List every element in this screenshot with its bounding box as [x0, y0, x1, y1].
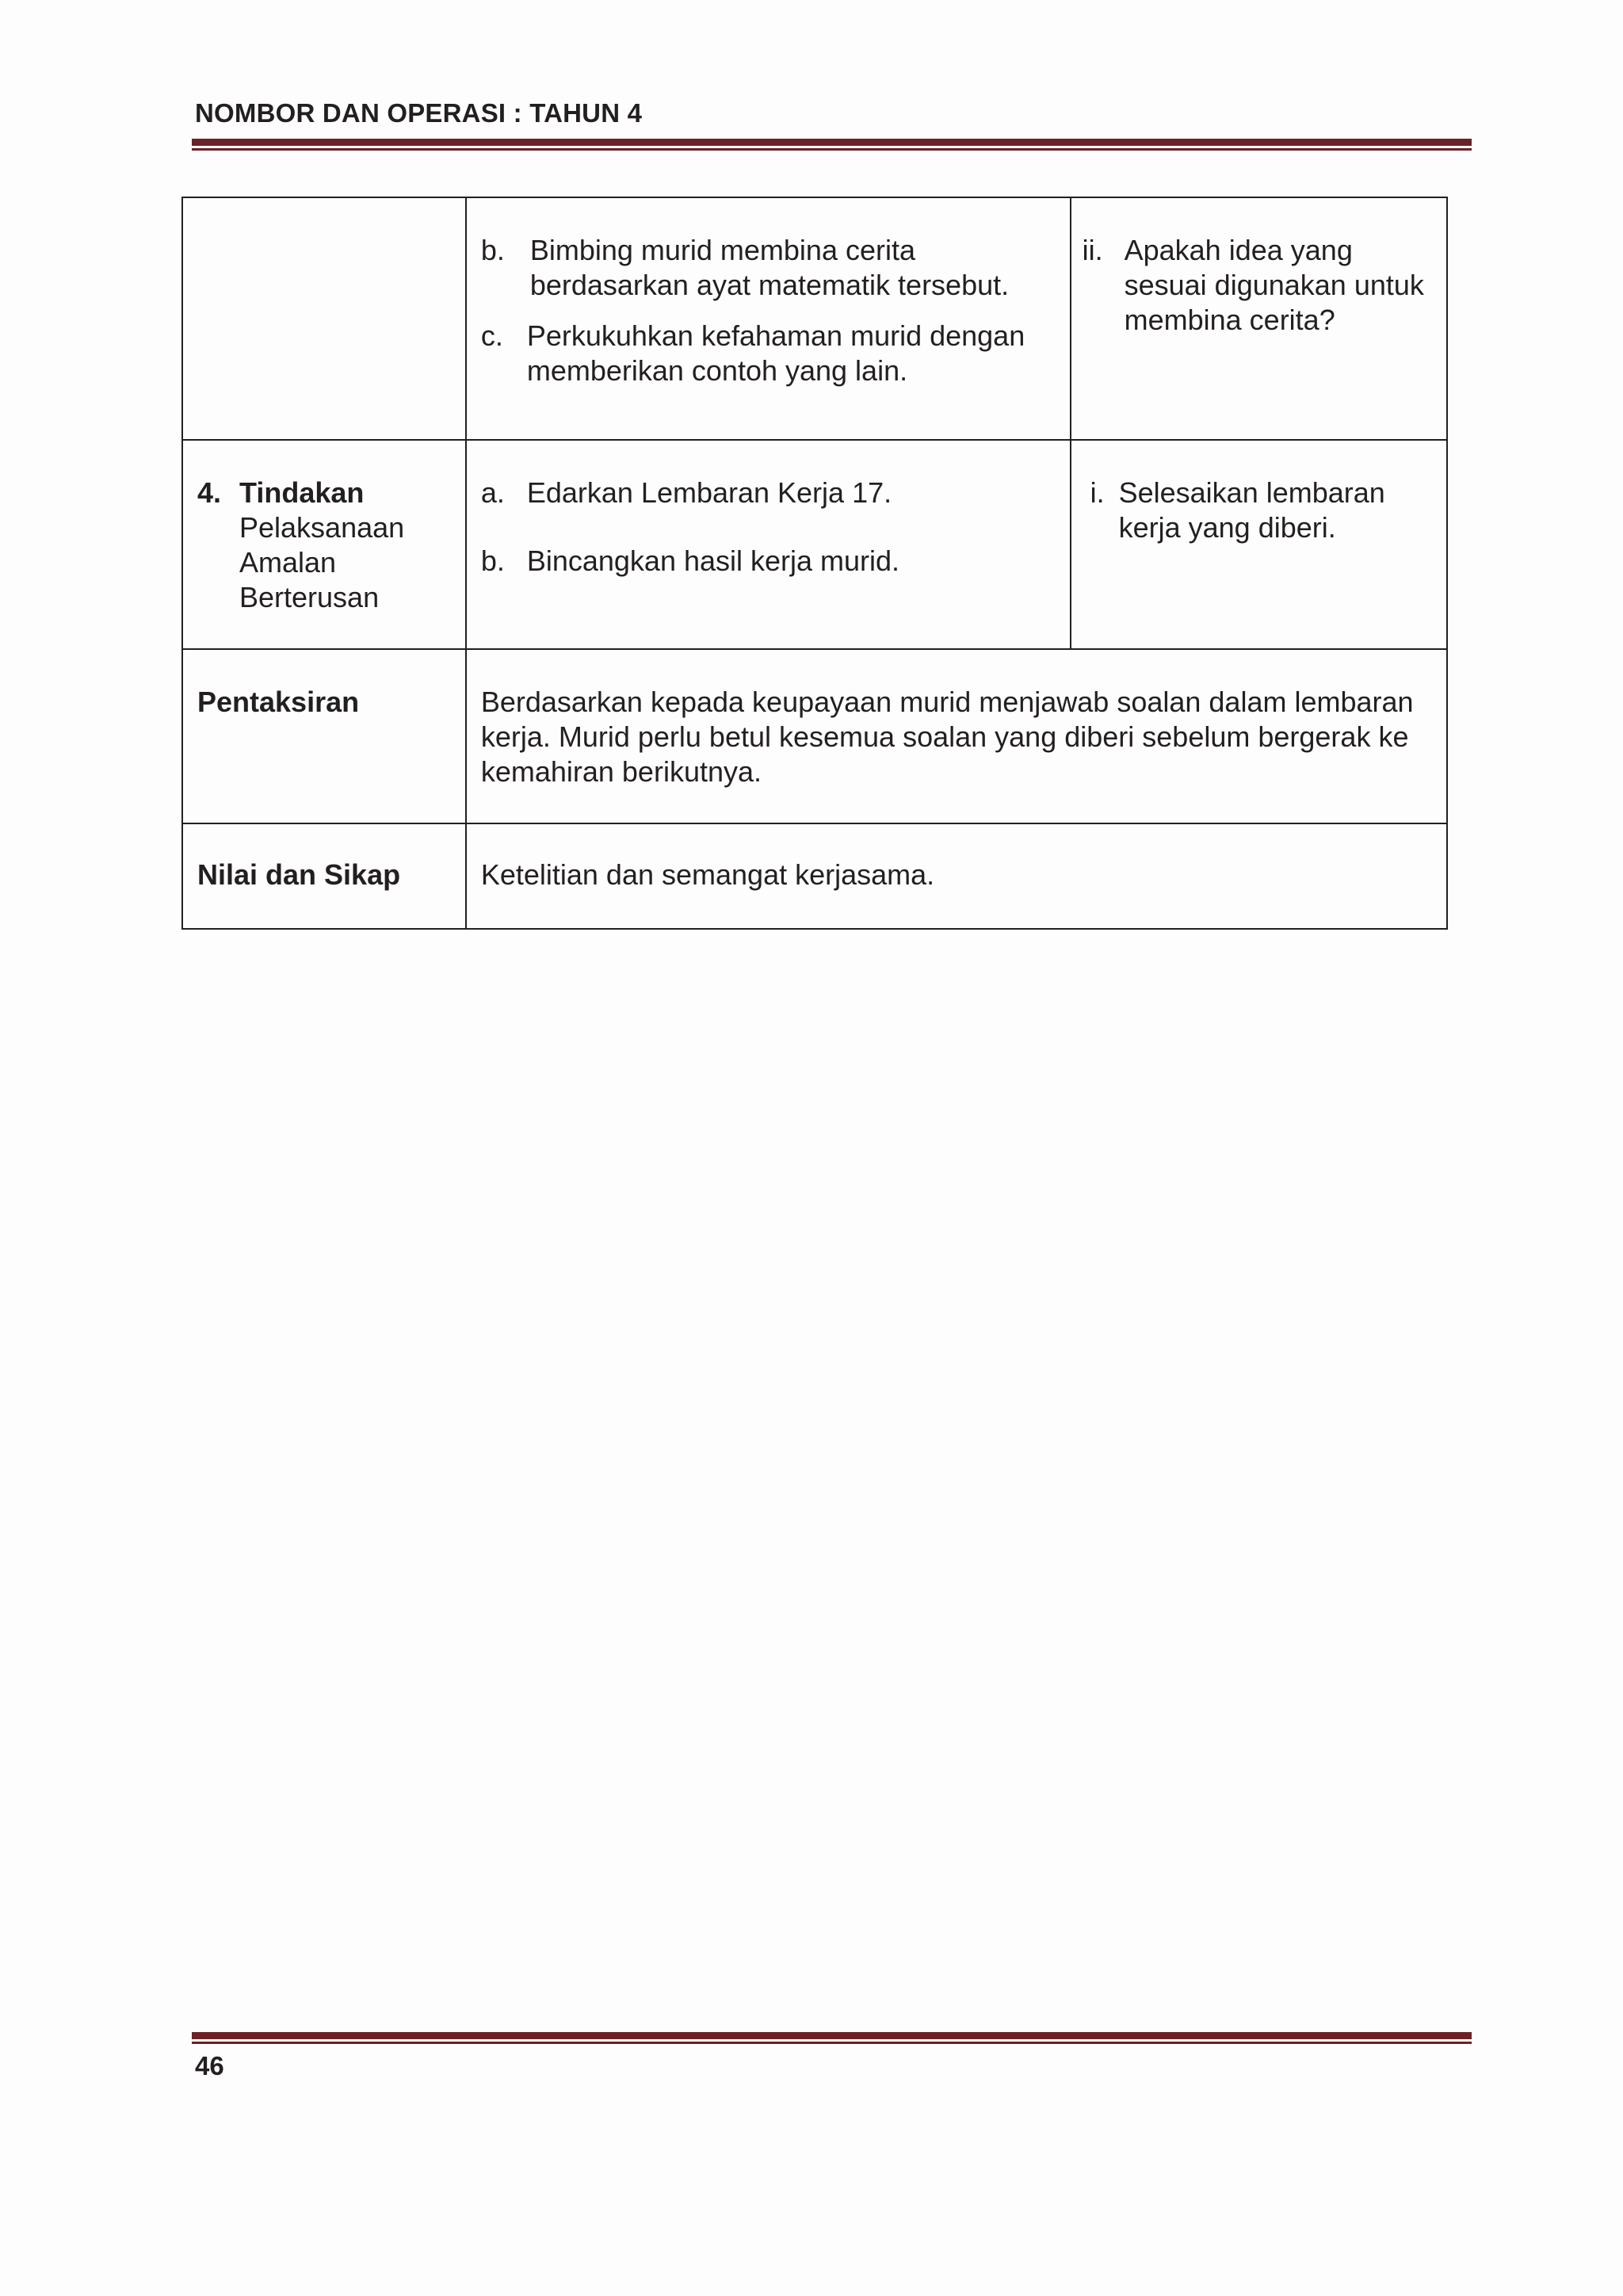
item-text: Bincangkan hasil kerja murid.	[526, 544, 900, 577]
assessment-text-cell	[466, 649, 1447, 823]
activity-item-b	[481, 233, 1056, 303]
item-label: ii.	[1082, 234, 1103, 266]
item-text: Bimbing murid membina cerita berdasarkan ayat matematik tersebut.	[529, 234, 1010, 301]
table-row	[182, 823, 1447, 929]
question-item-ii	[1083, 233, 1438, 338]
values-text: Ketelitian dan semangat kerjasama.	[480, 858, 935, 891]
step-number: 4.	[197, 476, 222, 509]
step-heading	[197, 476, 451, 615]
question-cell	[1071, 197, 1447, 440]
activity-cell	[466, 440, 1071, 649]
table-row	[182, 649, 1447, 823]
item-text: Perkukuhkan kefahaman murid dengan memberikan contoh yang lain.	[526, 319, 1025, 387]
item-label: b.	[480, 544, 505, 577]
question-item-i	[1083, 476, 1438, 545]
step-subtitle-line: Berterusan	[239, 581, 380, 613]
step-title: Tindakan	[239, 476, 365, 509]
item-label: a.	[480, 476, 505, 509]
activity-cell	[466, 197, 1071, 440]
row-heading: Pentaksiran	[197, 686, 360, 718]
table-row	[182, 440, 1447, 649]
item-label: i.	[1090, 476, 1105, 509]
assessment-text: Berdasarkan kepada keupayaan murid menjawab soalan dalam lembaran kerja. Murid perlu betul kesemua soalan yang diberi sebelum bergerak ke kemahiran berikutnya.	[480, 686, 1414, 788]
question-cell	[1071, 440, 1447, 649]
row-heading: Nilai dan Sikap	[197, 858, 401, 891]
heading-cell	[182, 649, 466, 823]
activity-item-b	[481, 544, 1056, 579]
activity-item-c	[481, 319, 1056, 388]
item-text: Apakah idea yang sesuai digunakan untuk membina cerita?	[1124, 234, 1424, 336]
table-row	[182, 197, 1447, 440]
item-label: c.	[480, 319, 503, 352]
step-subtitle-line: Pelaksanaan	[239, 511, 405, 544]
page-number: 46	[195, 2051, 224, 2080]
heading-cell	[182, 823, 466, 929]
header-rule	[192, 139, 1472, 151]
item-text: Selesaikan lembaran kerja yang diberi.	[1118, 476, 1385, 544]
step-cell-empty	[182, 197, 466, 440]
footer-rule	[192, 2032, 1472, 2044]
page-header-title: NOMBOR DAN OPERASI : TAHUN 4	[195, 98, 643, 128]
lesson-plan-table	[181, 197, 1448, 930]
step-subtitle-line: Amalan	[239, 546, 337, 579]
step-cell	[182, 440, 466, 649]
activity-item-a	[481, 476, 1056, 510]
values-text-cell	[466, 823, 1447, 929]
item-label: b.	[480, 234, 505, 266]
item-text: Edarkan Lembaran Kerja 17.	[526, 476, 892, 509]
